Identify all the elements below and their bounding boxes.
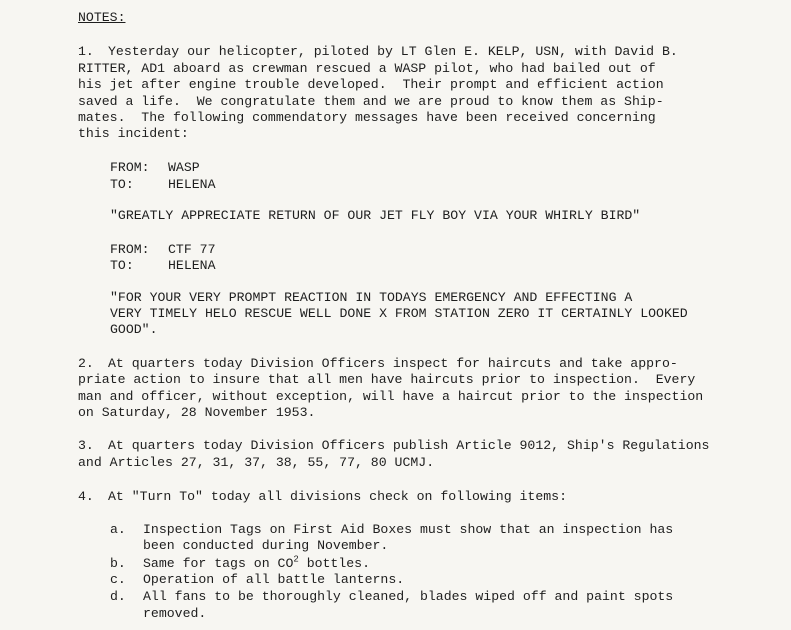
- note-1-number: 1.: [78, 44, 94, 59]
- note-1-line: saved a life. We congratulate them and we are proud to know them as Ship-: [78, 94, 664, 109]
- item-text-part: bottles.: [298, 556, 371, 571]
- message-from-label: FROM:: [110, 160, 150, 175]
- message-text: VERY TIMELY HELO RESCUE WELL DONE X FROM STATION ZERO IT CERTAINLY LOOKED: [110, 306, 688, 321]
- item-letter: b.: [110, 556, 126, 571]
- item-text-part: Same for tags on CO: [143, 556, 294, 571]
- item-text: Operation of all battle lanterns.: [143, 572, 405, 587]
- note-3-line: At quarters today Division Officers publish Article 9012, Ship's Regulations: [108, 438, 710, 453]
- note-2-line: on Saturday, 28 November 1953.: [78, 405, 316, 420]
- note-1-line: RITTER, AD1 aboard as crewman rescued a WASP pilot, who had bailed out of: [78, 61, 656, 76]
- note-4-line: At "Turn To" today all divisions check on following items:: [108, 489, 567, 504]
- message-to-label: TO:: [110, 258, 134, 273]
- note-1-line: Yesterday our helicopter, piloted by LT Glen E. KELP, USN, with David B.: [108, 44, 678, 59]
- note-2-line: At quarters today Division Officers inspect for haircuts and take appro-: [108, 356, 678, 371]
- note-2-number: 2.: [78, 356, 94, 371]
- subscript-digit: 2: [293, 554, 299, 565]
- message-text: GOOD".: [110, 322, 158, 337]
- item-letter: c.: [110, 572, 126, 587]
- message-to-label: TO:: [110, 177, 134, 192]
- message-from-label: FROM:: [110, 242, 150, 257]
- item-letter: d.: [110, 589, 126, 604]
- note-2-line: man and officer, without exception, will have a haircut prior to the inspection: [78, 389, 704, 404]
- item-letter: a.: [110, 522, 126, 537]
- item-text: Inspection Tags on First Aid Boxes must show that an inspection has: [143, 522, 674, 537]
- item-text: been conducted during November.: [143, 538, 389, 553]
- item-text: [143, 556, 370, 572]
- message-text: "FOR YOUR VERY PROMPT REACTION IN TODAYS EMERGENCY AND EFFECTING A: [110, 290, 633, 305]
- note-1-line: this incident:: [78, 126, 189, 141]
- item-text: All fans to be thoroughly cleaned, blades wiped off and paint spots: [143, 589, 674, 604]
- item-text: removed.: [143, 606, 207, 621]
- message-text: "GREATLY APPRECIATE RETURN OF OUR JET FLY BOY VIA YOUR WHIRLY BIRD": [110, 208, 641, 223]
- note-2-line: priate action to insure that all men have haircuts prior to inspection. Every: [78, 372, 696, 387]
- note-3-number: 3.: [78, 438, 94, 453]
- note-4-number: 4.: [78, 489, 94, 504]
- message-from: WASP: [168, 160, 200, 175]
- note-3-line: and Articles 27, 31, 37, 38, 55, 77, 80 UCMJ.: [78, 455, 435, 470]
- message-to: HELENA: [168, 258, 216, 273]
- note-1-line: mates. The following commendatory messages have been received concerning: [78, 110, 656, 125]
- note-1-line: his jet after engine trouble developed. Their prompt and efficient action: [78, 77, 664, 92]
- notes-header: NOTES:: [78, 10, 126, 25]
- message-to: HELENA: [168, 177, 216, 192]
- message-from: CTF 77: [168, 242, 216, 257]
